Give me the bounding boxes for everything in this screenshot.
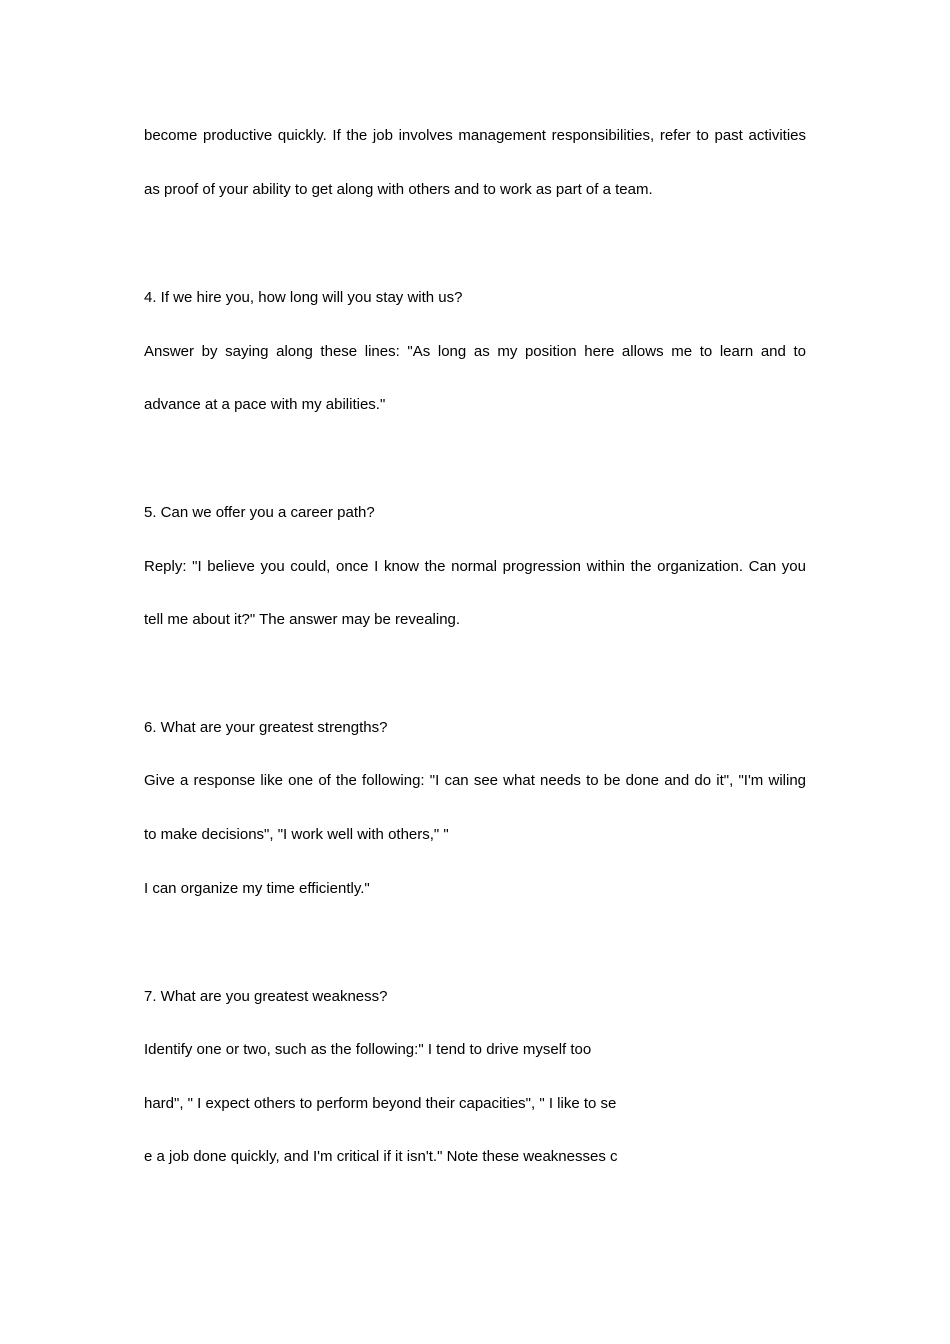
paragraph-line: as proof of your ability to get along with others and to work as part of a team. <box>144 181 653 198</box>
answer-line: advance at a pace with my abilities." <box>144 396 386 413</box>
answer-line: Give a response like one of the following: "I can see what needs to be done and do it", "I'm wiling <box>144 772 806 789</box>
question-heading: 4. If we hire you, how long will you stay with us? <box>144 289 463 306</box>
answer-line: Identify one or two, such as the following:" I tend to drive myself too <box>144 1041 592 1058</box>
answer-line: e a job done quickly, and I'm critical if it isn't." Note these weaknesses c <box>144 1148 618 1165</box>
answer-line: to make decisions", "I work well with others," " <box>144 826 449 843</box>
question-heading: 6. What are your greatest strengths? <box>144 719 388 736</box>
answer-line: Answer by saying along these lines: "As long as my position here allows me to learn and to <box>144 343 806 360</box>
answer-line: hard", " I expect others to perform beyond their capacities", " I like to se <box>144 1095 617 1112</box>
answer-line: I can organize my time efficiently." <box>144 880 370 897</box>
paragraph-line: become productive quickly. If the job involves management responsibilities, refer to past activities <box>144 127 806 144</box>
question-heading: 7. What are you greatest weakness? <box>144 988 388 1005</box>
answer-line: tell me about it?" The answer may be revealing. <box>144 611 461 628</box>
answer-line: Reply: "I believe you could, once I know the normal progression within the organization. Can you <box>144 558 806 575</box>
question-heading: 5. Can we offer you a career path? <box>144 504 375 521</box>
